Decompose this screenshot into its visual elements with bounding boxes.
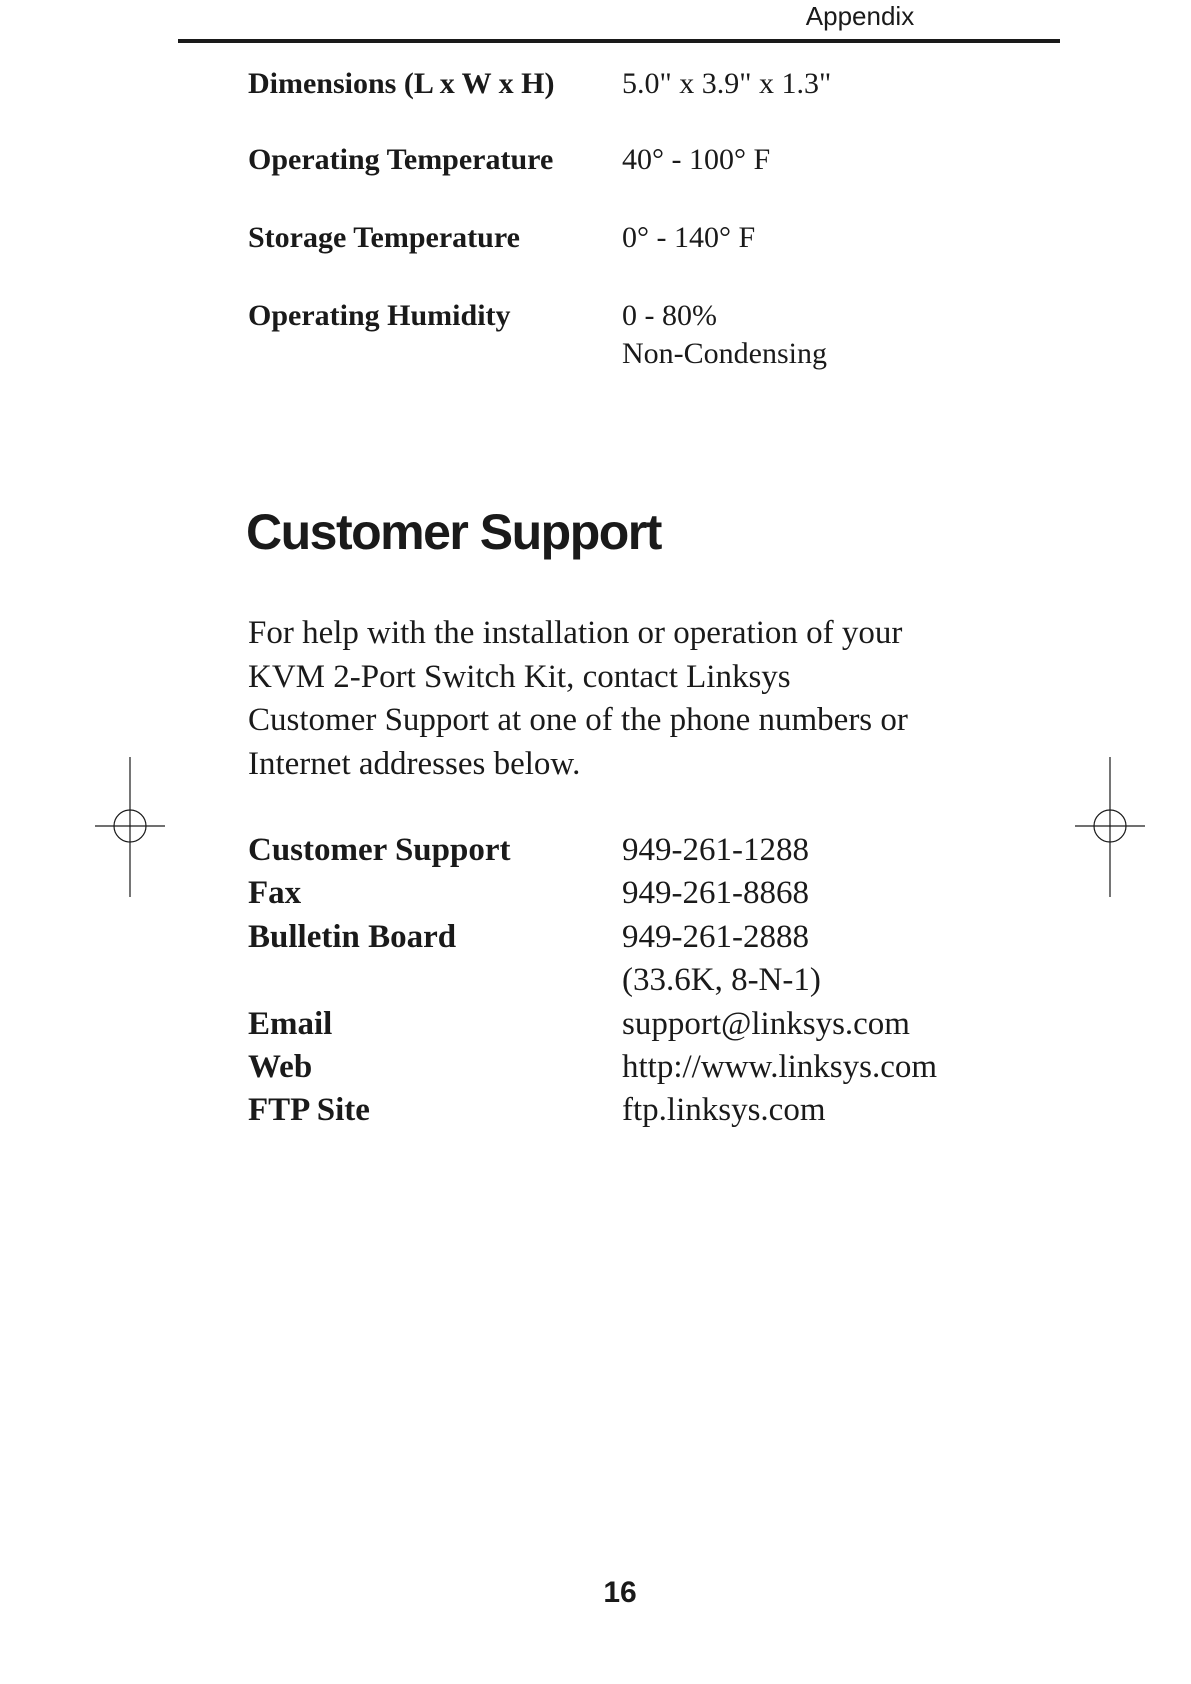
contact-row-bulletin-board bbox=[248, 916, 1048, 1003]
intro-line: Customer Support at one of the phone numbers or bbox=[248, 702, 908, 738]
registration-mark-icon bbox=[1075, 757, 1145, 897]
intro-paragraph bbox=[248, 612, 988, 786]
section-title: Customer Support bbox=[246, 504, 661, 560]
contact-row-customer-support bbox=[248, 829, 1048, 872]
contact-label: Bulletin Board bbox=[248, 918, 457, 955]
spec-label: Operating Humidity bbox=[248, 299, 511, 332]
spec-label: Operating Temperature bbox=[248, 143, 554, 176]
registration-mark-icon bbox=[95, 757, 165, 897]
contact-value: 949-261-8868 bbox=[622, 875, 809, 912]
email-link[interactable]: support@linksys.com bbox=[622, 1005, 910, 1042]
spec-value: 0° - 140° F bbox=[622, 221, 756, 254]
contact-label: Email bbox=[248, 1005, 333, 1042]
running-header: Appendix bbox=[805, 1, 915, 31]
contact-row-ftp-site bbox=[248, 1089, 1048, 1132]
contact-value: 949-261-1288 bbox=[622, 832, 809, 868]
contact-label: Web bbox=[248, 1048, 313, 1085]
intro-line: Internet addresses below. bbox=[248, 745, 581, 782]
contact-list bbox=[248, 829, 1048, 1133]
header-rule bbox=[178, 39, 1060, 43]
intro-line: For help with the installation or operation of your bbox=[248, 615, 903, 651]
contact-label: Customer Support bbox=[248, 832, 511, 868]
contact-row-email bbox=[248, 1003, 1048, 1046]
contact-value: 949-261-2888 bbox=[622, 918, 809, 955]
contact-value-continued: (33.6K, 8-N-1) bbox=[622, 962, 821, 999]
spec-value: 40° - 100° F bbox=[622, 143, 771, 176]
contact-row-web bbox=[248, 1046, 1048, 1089]
spec-value: 5.0" x 3.9" x 1.3" bbox=[622, 67, 832, 100]
contact-label: Fax bbox=[248, 875, 302, 912]
web-link[interactable]: http://www.linksys.com bbox=[622, 1048, 938, 1085]
ftp-link[interactable]: ftp.linksys.com bbox=[622, 1092, 826, 1129]
page-number: 16 bbox=[603, 1576, 637, 1609]
spec-value-continued: Non-Condensing bbox=[622, 337, 827, 370]
spec-label: Storage Temperature bbox=[248, 221, 520, 254]
spec-label: Dimensions (L x W x H) bbox=[248, 67, 555, 100]
spec-value: 0 - 80% bbox=[622, 299, 717, 332]
contact-label: FTP Site bbox=[248, 1092, 370, 1129]
intro-line: KVM 2-Port Switch Kit, contact Linksys bbox=[248, 658, 791, 695]
contact-row-fax bbox=[248, 872, 1048, 915]
